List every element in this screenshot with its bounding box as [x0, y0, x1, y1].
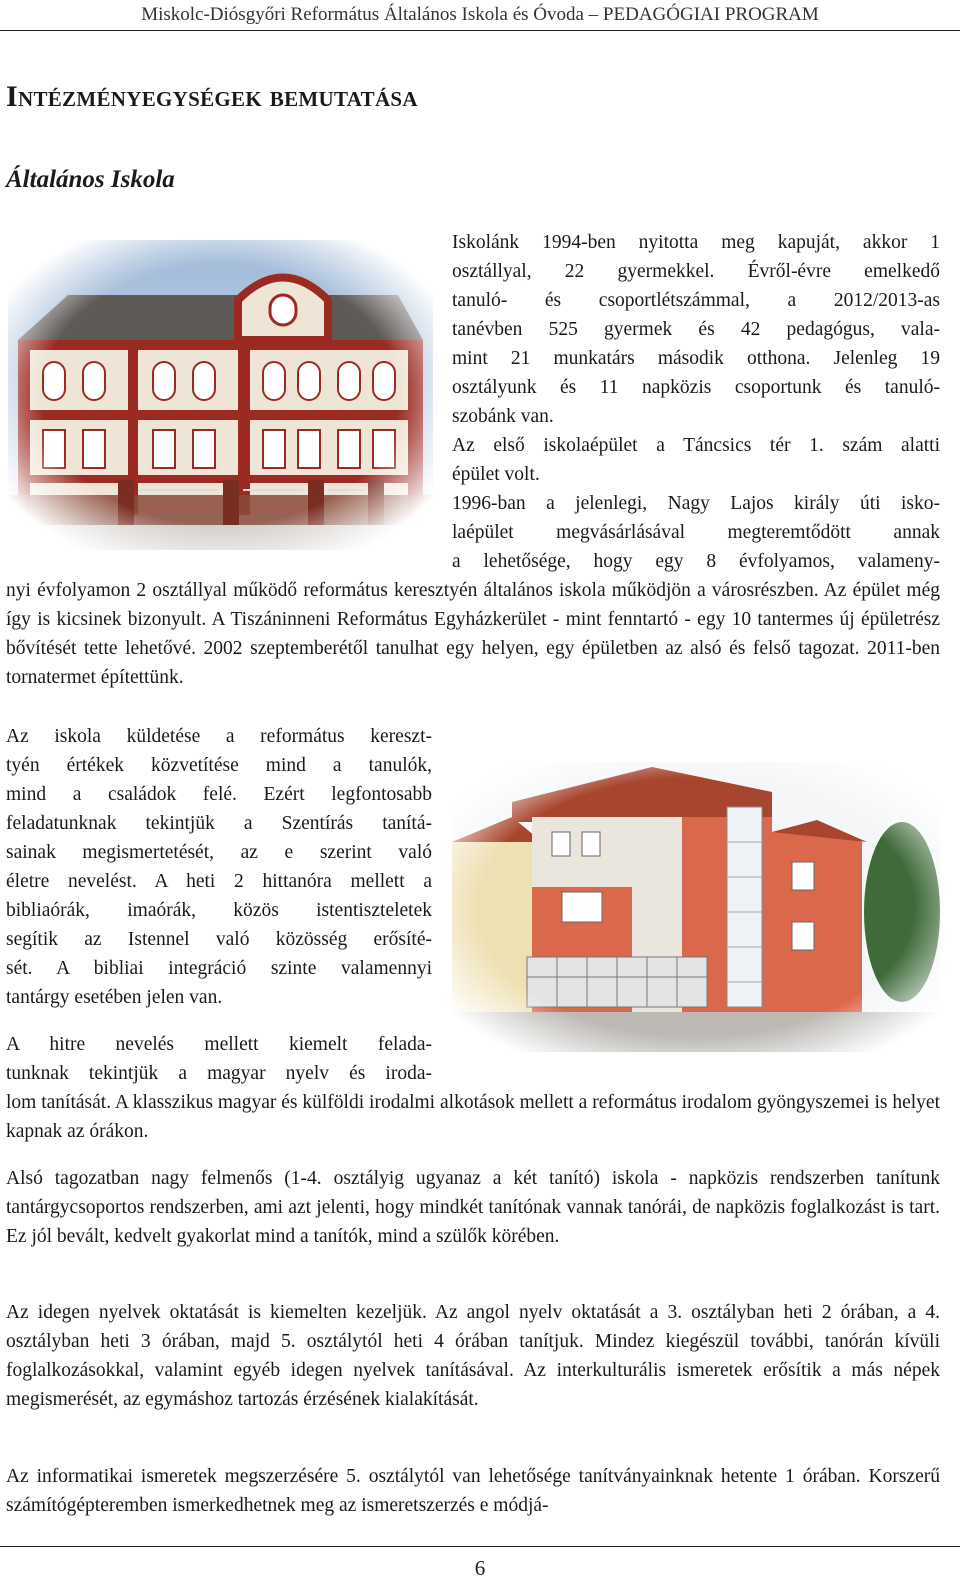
text-line: mind a családok felé. Ezért legfontosabb — [6, 784, 432, 805]
text-line: Iskolánk 1994-ben nyitotta meg kapuját, akkor 1 — [452, 232, 940, 253]
text-line: szobánk van. — [452, 406, 554, 427]
main-title: Intézményegységek bemutatása — [6, 80, 418, 113]
text-line: a lehetősége, hogy egy 8 évfolyamos, valameny- — [452, 551, 940, 572]
text-line: osztállyal, 22 gyermekkel. Évről-évre emelkedő — [452, 261, 940, 282]
text-line: laépület megvásárlásával megteremtődött annak — [452, 522, 940, 543]
text-line: sainak megismertetését, az e szerint való — [6, 842, 432, 863]
text-line: mint 21 munkatárs második otthona. Jelenleg 19 — [452, 348, 940, 369]
languages-paragraph: Az idegen nyelvek oktatását is kiemelten kezeljük. Az angol nyelv oktatását a 3. osztályban heti 2 órában, a 4. osztályban heti 3 órában, majd 5. osztálytól heti 4 órában tanítjuk. Mindez kiegészül további, tanórán kívüli foglalkozásokkal, valamint egyéb idegen nyelvek tanításával. Az interkulturális ismeretek erősítik a más népek megismerését, az egymáshoz tartozás érzésének kialakítását. — [6, 1302, 940, 1410]
lower-school-paragraph: Alsó tagozatban nagy felmenős (1-4. osztályig ugyanaz a két tanító) iskola - napközis rendszerben tanítunk tantárgycsoportos rendszerben, ami azt jelenti, hogy mindkét tanítónak vannak tanórái, de napközis foglalkozást is tart. Ez jól bevált, kedvelt gyakorlat mind a tanítók, mind a szülők körében. — [6, 1168, 940, 1247]
text-line: segítik az Istennel való közösség erősíté- — [6, 929, 432, 950]
mission-paragraph — [6, 722, 432, 1012]
history-paragraph: nyi évfolyamon 2 osztállyal működő református keresztyén általános iskola működjön a városrészben. Az épület még így is kicsinek bizonyult. A Tiszáninneni Református Egyházkerület - mint fenntartó - egy 10 tantermes új épületrész bővítését tette lehetővé. 2002 szeptemberétől tanulhat egy helyen, egy épületben az alsó és felső tagozat. 2011-ben tornatermet építettünk. — [6, 580, 940, 688]
text-line: Az első iskolaépület a Táncsics tér 1. szám alatti — [452, 435, 940, 456]
text-line: tanuló- és csoportlétszámmal, a 2012/2013-as — [452, 290, 940, 311]
text-line: 1996-ban a jelenlegi, Nagy Lajos király úti isko- — [452, 493, 940, 514]
text-line: Az iskola küldetése a református kereszt- — [6, 726, 432, 747]
text-line: tanévben 525 gyermek és 42 pedagógus, vala- — [452, 319, 940, 340]
text-line: tantárgy esetében jelen van. — [6, 987, 223, 1008]
new-school-building-photo — [452, 762, 940, 1052]
text-line: életre nevelést. A heti 2 hittanóra mellett a — [6, 871, 432, 892]
footer-divider — [0, 1546, 960, 1547]
header-title: Miskolc-Diósgyőri Református Általános Iskola és Óvoda – PEDAGÓGIAI PROGRAM — [141, 4, 819, 25]
text-line: épület volt. — [452, 464, 540, 485]
informatics-paragraph: Az informatikai ismeretek megszerzésére 5. osztálytól van lehetősége tanítványainknak hetente 1 órában. Korszerű számítógépteremben ismerkedhetnek meg az ismeretszerzés e módjá- — [6, 1466, 940, 1516]
literature-paragraph: lom tanítását. A klasszikus magyar és külföldi irodalmi alkotások mellett a református irodalom gyöngyszemei is helyet kapnak az órákon. — [6, 1092, 940, 1142]
text-line: sét. A bibliai integráció szinte valamennyi — [6, 958, 432, 979]
text-line: tyén értékek közvetítése mind a tanulók, — [6, 755, 432, 776]
text-line: A hitre nevelés mellett kiemelt felada- — [6, 1034, 432, 1055]
section-title: Általános Iskola — [6, 166, 175, 193]
page-number: 6 — [474, 1556, 486, 1580]
text-line: tunknak tekintjük a magyar nyelv és iroda- — [6, 1063, 432, 1084]
text-line: osztályunk és 11 napközis csoportunk és tanuló- — [452, 377, 940, 398]
text-line: feladatunknak tekintjük a Szentírás tanítá- — [6, 813, 432, 834]
literature-paragraph-start — [6, 1030, 432, 1088]
intro-paragraph — [452, 228, 940, 576]
old-school-building-photo — [8, 240, 433, 550]
text-line: bibliaórák, imaórák, közös istentiszteletek — [6, 900, 432, 921]
page-header — [0, 0, 960, 31]
